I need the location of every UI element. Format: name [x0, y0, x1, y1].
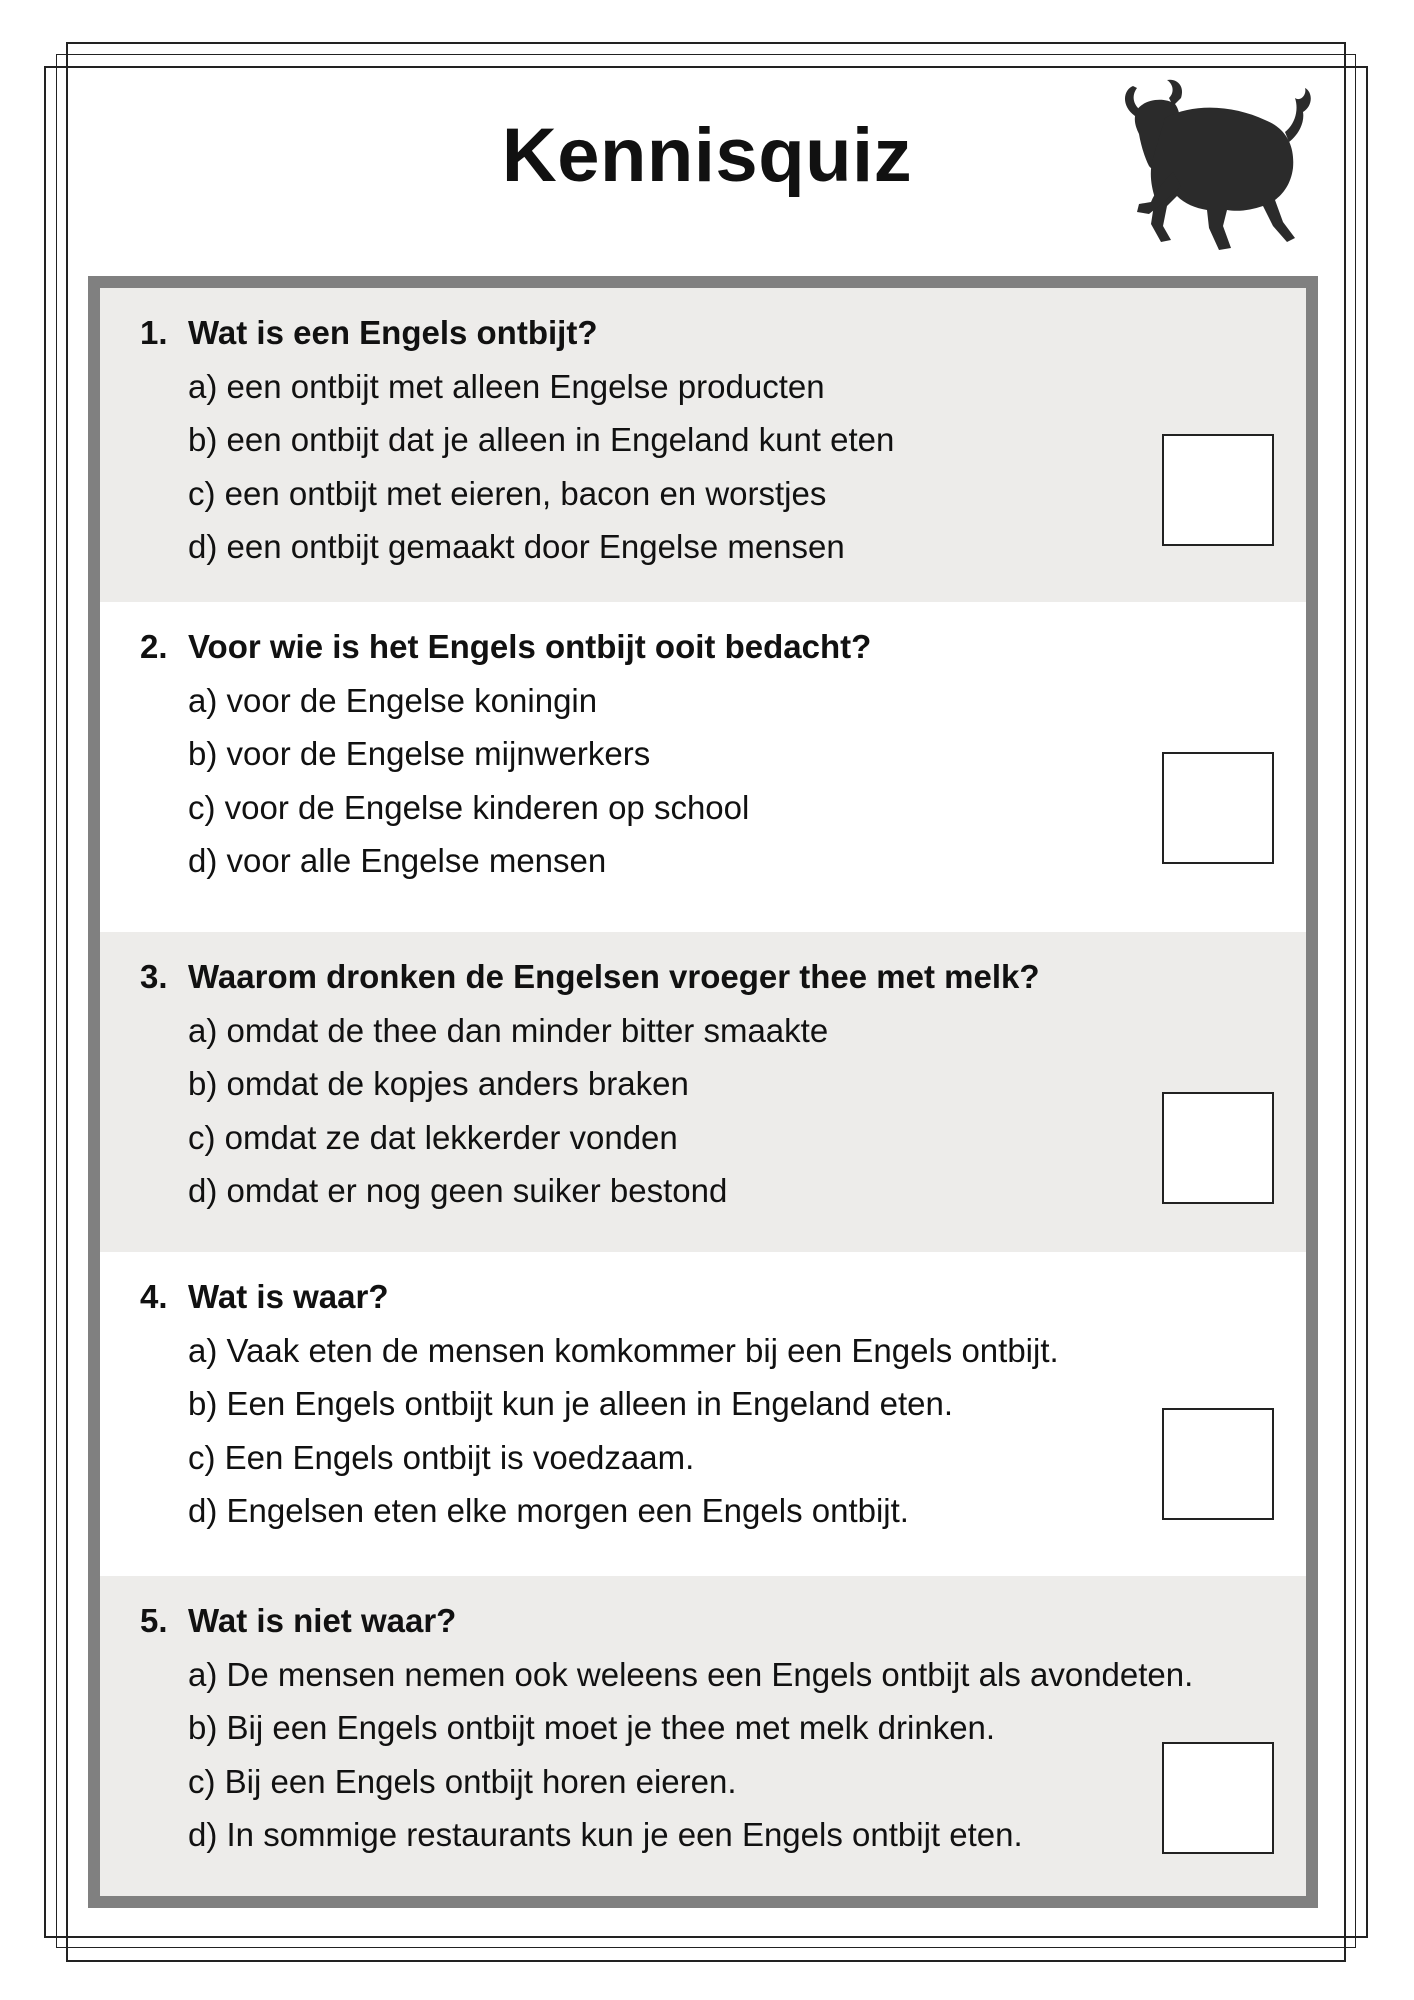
answer-box[interactable]	[1162, 1408, 1274, 1520]
question-text: Waarom dronken de Engelsen vroeger thee met melk?	[188, 958, 1040, 995]
option-b: b) omdat de kopjes anders braken	[188, 1065, 689, 1102]
option-a: a) omdat de thee dan minder bitter smaakte	[188, 1012, 829, 1049]
option-c: c) omdat ze dat lekkerder vonden	[188, 1119, 678, 1156]
option-a: a) Vaak eten de mensen komkommer bij een Engels ontbijt.	[188, 1332, 1059, 1369]
question-3	[100, 932, 1306, 1252]
question-number: 3.	[140, 958, 168, 995]
question-5	[100, 1576, 1306, 1896]
option-b: b) Een Engels ontbijt kun je alleen in Engeland eten.	[188, 1385, 954, 1422]
option-d: d) een ontbijt gemaakt door Engelse mensen	[188, 528, 845, 565]
bull-icon	[1115, 72, 1315, 262]
option-c: c) Bij een Engels ontbijt horen eieren.	[188, 1763, 737, 1800]
question-4	[100, 1252, 1306, 1576]
option-d: d) In sommige restaurants kun je een Engels ontbijt eten.	[188, 1816, 1023, 1853]
page-title: Kennisquiz	[501, 113, 913, 198]
option-a: a) voor de Engelse koningin	[188, 682, 598, 719]
answer-box[interactable]	[1162, 1092, 1274, 1204]
question-number: 4.	[140, 1278, 168, 1315]
option-d: d) voor alle Engelse mensen	[188, 842, 607, 879]
option-d: d) Engelsen eten elke morgen een Engels ontbijt.	[188, 1492, 909, 1529]
question-number: 1.	[140, 314, 168, 351]
option-d: d) omdat er nog geen suiker bestond	[188, 1172, 728, 1209]
question-heading	[140, 628, 871, 666]
question-1	[100, 288, 1306, 602]
question-text: Wat is niet waar?	[188, 1602, 457, 1639]
option-b: b) Bij een Engels ontbijt moet je thee met melk drinken.	[188, 1709, 996, 1746]
option-c: c) een ontbijt met eieren, bacon en worstjes	[188, 475, 827, 512]
option-a: a) De mensen nemen ook weleens een Engels ontbijt als avondeten.	[188, 1656, 1194, 1693]
question-number: 2.	[140, 628, 168, 665]
option-b: b) een ontbijt dat je alleen in Engeland kunt eten	[188, 421, 895, 458]
answer-box[interactable]	[1162, 1742, 1274, 1854]
question-heading	[140, 958, 1040, 996]
option-c: c) voor de Engelse kinderen op school	[188, 789, 750, 826]
option-b: b) voor de Engelse mijnwerkers	[188, 735, 651, 772]
question-heading	[140, 1602, 456, 1640]
question-text: Wat is een Engels ontbijt?	[188, 314, 598, 351]
question-text: Voor wie is het Engels ontbijt ooit bedacht?	[188, 628, 872, 665]
answer-box[interactable]	[1162, 434, 1274, 546]
option-c: c) Een Engels ontbijt is voedzaam.	[188, 1439, 695, 1476]
question-2	[100, 602, 1306, 932]
question-heading	[140, 1278, 389, 1316]
option-a: a) een ontbijt met alleen Engelse producten	[188, 368, 825, 405]
question-number: 5.	[140, 1602, 168, 1639]
answer-box[interactable]	[1162, 752, 1274, 864]
question-heading	[140, 314, 597, 352]
quiz-container	[88, 276, 1318, 1908]
question-text: Wat is waar?	[188, 1278, 389, 1315]
